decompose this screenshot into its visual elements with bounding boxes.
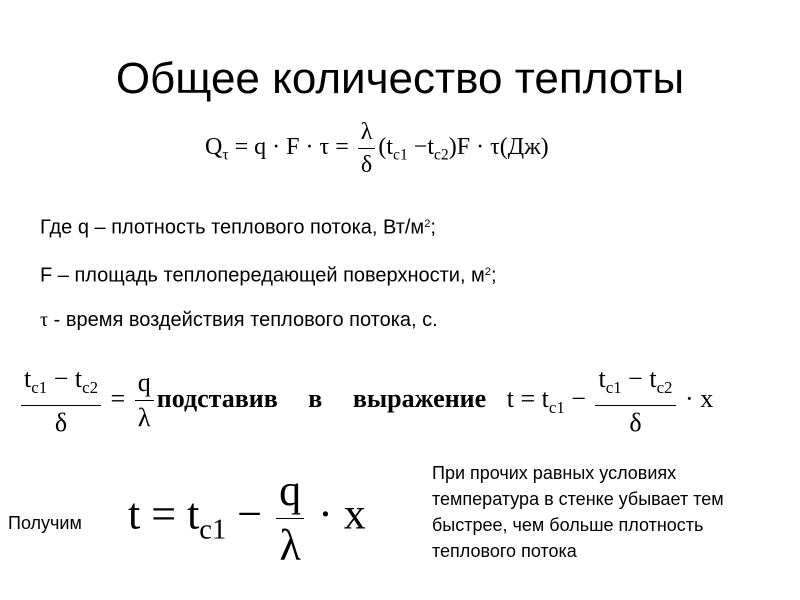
formula-lambda-over-delta [358, 118, 376, 179]
result-tc1: t [187, 489, 200, 539]
result-frac-den: λ [279, 521, 301, 570]
definition-F-sup: 2 [484, 266, 491, 278]
definition-tau [40, 308, 438, 332]
q-over-lambda [135, 368, 154, 433]
result-eq: = [151, 489, 177, 539]
formula-t2: t [427, 134, 434, 161]
formula-close-paren: ) [448, 134, 457, 161]
formula-t1: t [386, 134, 394, 161]
f2-eq: = [110, 383, 126, 413]
f2-minus1: − [53, 364, 69, 393]
formula-F: F [286, 134, 300, 161]
substitution-line [18, 364, 798, 438]
definition-q-text: Где q – плотность теплового потока, Вт/м [40, 216, 425, 239]
f2-minus2: − [571, 383, 586, 413]
result-label: Получим [8, 513, 82, 533]
f2-t1-sub: c1 [31, 377, 48, 397]
result-tc1-sub: c1 [199, 514, 227, 546]
f2-text-v: в [308, 383, 323, 413]
f2-rhs-t2-sub: c2 [656, 377, 673, 397]
f2-t1: t [24, 364, 32, 393]
formula-frac-den: δ [360, 152, 373, 178]
formula-open-paren: ( [378, 134, 387, 161]
formula-eq1: = [234, 134, 249, 161]
f2-tc1: t [541, 383, 549, 413]
f2-x: x [700, 383, 714, 413]
formula-dot1: · [272, 134, 281, 161]
definition-q [40, 212, 436, 240]
definition-tau-symbol: τ [40, 309, 49, 331]
result-minus: − [237, 489, 263, 539]
formula-Q: Q [205, 134, 223, 161]
temp-diff-num [21, 364, 101, 406]
f2-rhs-fraction [595, 364, 675, 438]
f2-text-podstaviv: подставив [156, 383, 278, 413]
f2-rhs-t1-sub: c1 [605, 377, 622, 397]
formula-t1-subscript: c1 [393, 146, 408, 164]
formula-eq2: = [335, 134, 349, 161]
f2-t2-sub: c2 [82, 377, 99, 397]
formula-t2-subscript: c2 [433, 146, 449, 164]
conclusion-note: При прочих равных условиях температура в стенке убывает тем быстрее, чем больше плотность теплового потока [432, 463, 724, 561]
f2-rhs-t2: t [649, 364, 657, 393]
f2-tc1-sub: c1 [548, 397, 565, 417]
definition-tau-text: - время воздействия теплового потока, с. [48, 309, 438, 331]
result-t: t [128, 489, 141, 539]
f2-rhs-t1: t [598, 364, 606, 393]
formula-frac-num: λ [358, 118, 376, 149]
f2-t2: t [74, 364, 83, 393]
f2-dot: · [685, 383, 694, 413]
formula-minus: − [413, 134, 428, 161]
formula-F2: F [456, 134, 471, 161]
formula-Q-subscript: τ [222, 146, 229, 164]
formula-tau2: τ [490, 134, 500, 161]
f2-eq2: = [520, 383, 536, 413]
heat-quantity-formula [205, 118, 549, 179]
definition-q-sup: 2 [424, 218, 431, 230]
slide-title: Общее количество теплоты [115, 54, 685, 103]
result-formula [128, 466, 366, 571]
temp-diff-over-delta [21, 364, 101, 438]
formula-q: q [254, 134, 267, 161]
result-x: x [343, 489, 366, 539]
formula-unit: (Дж) [499, 134, 549, 161]
formula-dot2: · [305, 134, 314, 161]
result-dot: · [318, 489, 333, 539]
f2-text-vyrazhenie: выражение [352, 383, 487, 413]
temp-diff-den: δ [54, 407, 68, 437]
f2-t: t [506, 383, 514, 413]
result-q-over-lambda [276, 466, 304, 571]
definition-F-text: F – площадь теплопередающей поверхности, м [40, 264, 485, 287]
definition-q-end: ; [430, 216, 436, 239]
formula-dot3: · [476, 134, 485, 161]
q-over-lambda-num: q [135, 368, 154, 401]
definition-F-end: ; [490, 264, 497, 287]
q-over-lambda-den: λ [137, 403, 151, 433]
formula-tau: τ [319, 134, 330, 161]
f2-rhs-den: δ [629, 407, 642, 437]
definition-F [40, 260, 497, 288]
result-frac-num: q [276, 466, 304, 519]
f2-rhs-num [595, 364, 675, 406]
f2-rhs-minus: − [628, 364, 643, 393]
